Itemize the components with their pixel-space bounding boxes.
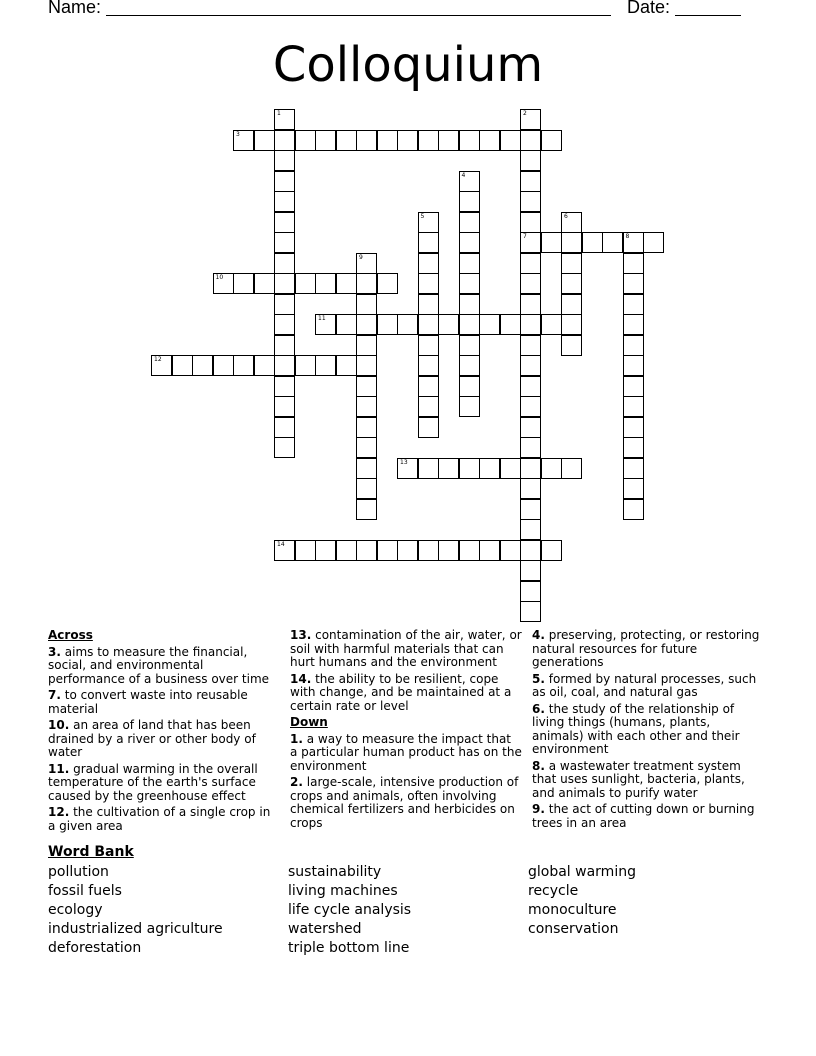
grid-cell[interactable]: [459, 355, 480, 376]
grid-cell[interactable]: [377, 314, 398, 335]
word-bank-column-2: [288, 863, 411, 958]
puzzle-title: Colloquium: [272, 37, 544, 93]
grid-cell[interactable]: [377, 273, 398, 294]
across-clues-column-1: [48, 629, 280, 836]
grid-cell[interactable]: [397, 130, 418, 151]
clue-number: 7: [523, 233, 527, 240]
grid-cell[interactable]: [356, 376, 377, 397]
grid-cell[interactable]: [500, 540, 521, 561]
grid-cell[interactable]: [438, 458, 459, 479]
grid-cell[interactable]: [151, 355, 172, 376]
grid-cell[interactable]: [418, 458, 439, 479]
grid-cell[interactable]: [541, 540, 562, 561]
grid-cell[interactable]: [418, 212, 439, 233]
clue-number: 12: [154, 356, 162, 363]
clue-number: 6: [564, 212, 568, 220]
grid-cell[interactable]: [356, 335, 377, 356]
grid-cell[interactable]: [520, 601, 541, 622]
word-bank-word: recycle: [528, 883, 579, 899]
word-bank-word: living machines: [288, 883, 398, 899]
clue-number: 4: [461, 171, 466, 179]
clue-across-7: 7. to convert waste into reusable material: [48, 688, 248, 716]
grid-cell[interactable]: [418, 417, 439, 438]
grid-cell[interactable]: [623, 294, 644, 315]
down-heading: Down: [290, 715, 328, 729]
grid-cell[interactable]: [438, 130, 459, 151]
grid-cell[interactable]: [315, 355, 336, 376]
grid-cell[interactable]: [418, 376, 439, 397]
grid-cell[interactable]: [213, 355, 234, 376]
grid-cell[interactable]: [623, 396, 644, 417]
word-bank-word: triple bottom line: [288, 940, 410, 956]
grid-cell[interactable]: [356, 499, 377, 520]
grid-cell[interactable]: [274, 232, 295, 253]
grid-cell[interactable]: [459, 232, 480, 253]
grid-cell[interactable]: [274, 314, 295, 335]
grid-cell[interactable]: [274, 355, 295, 376]
grid-cell[interactable]: [254, 130, 275, 151]
grid-cell[interactable]: [274, 376, 295, 397]
grid-cell[interactable]: [520, 499, 541, 520]
grid-cell[interactable]: [459, 335, 480, 356]
grid-cell[interactable]: [397, 458, 418, 479]
grid-cell[interactable]: [459, 376, 480, 397]
grid-cell[interactable]: [356, 540, 377, 561]
grid-cell[interactable]: [336, 540, 357, 561]
grid-cell[interactable]: [520, 109, 541, 130]
grid-cell[interactable]: [336, 130, 357, 151]
word-bank-word: fossil fuels: [48, 883, 122, 899]
clues-column-2: [290, 629, 522, 833]
grid-cell[interactable]: [602, 232, 623, 253]
grid-cell[interactable]: [623, 335, 644, 356]
clue-number: 3: [236, 130, 240, 138]
grid-cell[interactable]: [459, 130, 480, 151]
clue-down-8: 8. a wastewater treatment system that uses sunlight, bacteria, plants, and animals to purify water: [532, 758, 745, 800]
clue-down-9: 9. the act of cutting down or burning trees in an area: [532, 802, 755, 830]
grid-cell[interactable]: [459, 294, 480, 315]
clue-number: 1: [277, 110, 281, 117]
word-bank-heading: Word Bank: [48, 844, 134, 860]
clue-across-11: 11. gradual warming in the overall temperature of the earth's surface caused by the greenhouse effect: [48, 761, 258, 803]
grid-cell[interactable]: [336, 314, 357, 335]
grid-cell[interactable]: [561, 458, 582, 479]
clue-across-10: 10. an area of land that has been drained by a river or other body of water: [48, 718, 256, 759]
grid-cell[interactable]: [418, 232, 439, 253]
clue-down-4: 4. preserving, protecting, or restoring natural resources for future generations: [532, 628, 760, 669]
grid-cell[interactable]: [356, 437, 377, 458]
grid-cell[interactable]: [438, 540, 459, 561]
grid-cell[interactable]: [274, 417, 295, 438]
grid-cell[interactable]: [479, 314, 500, 335]
grid-cell[interactable]: [418, 335, 439, 356]
grid-cell[interactable]: [356, 355, 377, 376]
grid-cell[interactable]: [500, 458, 521, 479]
grid-cell[interactable]: [520, 458, 541, 479]
grid-cell[interactable]: [418, 273, 439, 294]
grid-cell[interactable]: [623, 376, 644, 397]
grid-cell[interactable]: [459, 458, 480, 479]
clue-across-12: 12. the cultivation of a single crop in a given area: [48, 805, 271, 833]
grid-cell[interactable]: [315, 314, 336, 335]
grid-cell[interactable]: [520, 355, 541, 376]
clue-number: 14: [277, 540, 285, 548]
grid-cell[interactable]: [356, 130, 377, 151]
grid-cell[interactable]: [459, 191, 480, 212]
grid-cell[interactable]: [336, 355, 357, 376]
grid-cell[interactable]: [418, 314, 439, 335]
grid-cell[interactable]: [397, 314, 418, 335]
clue-down-6: 6. the study of the relationship of living things (humans, plants, animals) with each other and their environment: [532, 701, 740, 756]
grid-cell[interactable]: [274, 171, 295, 192]
grid-cell[interactable]: [397, 540, 418, 561]
word-bank-word: monoculture: [528, 902, 617, 918]
clue-across-14: 14. the ability to be resilient, cope with change, and be maintained at a certain rate or level: [290, 671, 512, 713]
grid-cell[interactable]: [541, 458, 562, 479]
grid-cell[interactable]: [623, 458, 644, 479]
grid-cell[interactable]: [520, 478, 541, 499]
grid-cell[interactable]: [623, 232, 644, 253]
grid-cell[interactable]: [561, 253, 582, 274]
grid-cell[interactable]: [254, 273, 275, 294]
clue-number: 13: [400, 458, 408, 466]
clue-down-1: 1. a way to measure the impact that a particular human product has on the environment: [290, 731, 522, 773]
grid-cell[interactable]: [356, 273, 377, 294]
grid-cell[interactable]: [561, 273, 582, 294]
word-bank-word: industrialized agriculture: [48, 921, 223, 937]
grid-cell[interactable]: [274, 212, 295, 233]
grid-cell[interactable]: [520, 191, 541, 212]
grid-cell[interactable]: [561, 294, 582, 315]
grid-cell[interactable]: [520, 314, 541, 335]
grid-cell[interactable]: [418, 130, 439, 151]
grid-cell[interactable]: [274, 540, 295, 561]
grid-cell[interactable]: [520, 519, 541, 540]
clue-number: 8: [625, 233, 630, 240]
grid-cell[interactable]: [418, 396, 439, 417]
grid-cell[interactable]: [459, 540, 480, 561]
grid-cell[interactable]: [520, 171, 541, 192]
grid-cell[interactable]: [356, 458, 377, 479]
clue-number: 11: [318, 315, 326, 322]
grid-cell[interactable]: [623, 499, 644, 520]
grid-cell[interactable]: [274, 191, 295, 212]
grid-cell[interactable]: [520, 335, 541, 356]
grid-cell[interactable]: [377, 540, 398, 561]
grid-cell[interactable]: [623, 314, 644, 335]
grid-cell[interactable]: [520, 130, 541, 151]
grid-cell[interactable]: [172, 355, 193, 376]
grid-cell[interactable]: [520, 212, 541, 233]
grid-cell[interactable]: [315, 130, 336, 151]
grid-cell[interactable]: [623, 437, 644, 458]
grid-cell[interactable]: [295, 540, 316, 561]
clue-number: 10: [215, 274, 224, 281]
grid-cell[interactable]: [459, 212, 480, 233]
grid-cell[interactable]: [479, 458, 500, 479]
across-heading: Across: [48, 628, 93, 642]
grid-cell[interactable]: [459, 273, 480, 294]
grid-cell[interactable]: [418, 294, 439, 315]
grid-cell[interactable]: [356, 294, 377, 315]
grid-cell[interactable]: [520, 294, 541, 315]
clue-number: 9: [359, 253, 363, 261]
grid-cell[interactable]: [274, 396, 295, 417]
grid-cell[interactable]: [520, 232, 541, 253]
grid-cell[interactable]: [623, 253, 644, 274]
clue-number: 2: [523, 110, 527, 117]
grid-cell[interactable]: [274, 130, 295, 151]
grid-cell[interactable]: [623, 355, 644, 376]
grid-cell[interactable]: [561, 232, 582, 253]
grid-cell[interactable]: [315, 540, 336, 561]
word-bank-word: pollution: [48, 864, 109, 880]
word-bank-column-3: [528, 863, 636, 939]
grid-cell[interactable]: [213, 273, 234, 294]
grid-cell[interactable]: [438, 314, 459, 335]
grid-cell[interactable]: [295, 355, 316, 376]
date-label: Date:: [627, 0, 671, 17]
grid-cell[interactable]: [520, 581, 541, 602]
grid-cell[interactable]: [500, 130, 521, 151]
grid-cell[interactable]: [520, 273, 541, 294]
grid-cell[interactable]: [356, 478, 377, 499]
grid-cell[interactable]: [520, 417, 541, 438]
grid-cell[interactable]: [520, 253, 541, 274]
grid-cell[interactable]: [623, 478, 644, 499]
grid-cell[interactable]: [274, 335, 295, 356]
grid-cell[interactable]: [233, 273, 254, 294]
word-bank-column-1: [48, 863, 223, 958]
grid-cell[interactable]: [623, 417, 644, 438]
grid-cell[interactable]: [520, 560, 541, 581]
clue-number: 5: [420, 212, 425, 220]
clue-across-3: 3. aims to measure the financial, social, and environmental performance of a business over time: [48, 644, 270, 686]
grid-cell[interactable]: [356, 417, 377, 438]
grid-cell[interactable]: [520, 437, 541, 458]
grid-cell[interactable]: [623, 273, 644, 294]
grid-cell[interactable]: [520, 540, 541, 561]
grid-cell[interactable]: [561, 335, 582, 356]
clue-across-13: 13. contamination of the air, water, or soil with harmful materials that can hurt humans and the environment: [290, 628, 522, 669]
grid-cell[interactable]: [274, 150, 295, 171]
grid-cell[interactable]: [274, 273, 295, 294]
grid-cell[interactable]: [233, 130, 254, 151]
grid-cell[interactable]: [541, 232, 562, 253]
grid-cell[interactable]: [459, 396, 480, 417]
grid-cell[interactable]: [356, 253, 377, 274]
down-clues-column-3: [532, 629, 764, 833]
grid-cell[interactable]: [274, 109, 295, 130]
word-bank-word: life cycle analysis: [288, 902, 412, 918]
grid-cell[interactable]: [356, 396, 377, 417]
grid-cell[interactable]: [377, 130, 398, 151]
grid-cell[interactable]: [561, 212, 582, 233]
word-bank-word: global warming: [528, 864, 636, 880]
grid-cell[interactable]: [274, 294, 295, 315]
grid-cell[interactable]: [582, 232, 603, 253]
word-bank-word: ecology: [48, 902, 103, 918]
grid-cell[interactable]: [500, 314, 521, 335]
grid-cell[interactable]: [520, 396, 541, 417]
grid-cell[interactable]: [418, 540, 439, 561]
clue-down-5: 5. formed by natural processes, such as oil, coal, and natural gas: [532, 671, 757, 699]
grid-cell[interactable]: [520, 150, 541, 171]
grid-cell[interactable]: [459, 253, 480, 274]
grid-cell[interactable]: [254, 355, 275, 376]
grid-cell[interactable]: [274, 253, 295, 274]
grid-cell[interactable]: [418, 253, 439, 274]
grid-cell[interactable]: [295, 130, 316, 151]
grid-cell[interactable]: [541, 130, 562, 151]
word-bank-word: conservation: [528, 921, 619, 937]
grid-cell[interactable]: [315, 273, 336, 294]
word-bank-word: sustainability: [288, 864, 382, 880]
grid-cell[interactable]: [520, 376, 541, 397]
clue-down-2: 2. large-scale, intensive production of crops and animals, often involving chemical fertilizers and herbicides on crops: [290, 775, 519, 830]
grid-cell[interactable]: [459, 314, 480, 335]
name-label: Name:: [48, 0, 102, 17]
grid-cell[interactable]: [643, 232, 664, 253]
grid-cell[interactable]: [561, 314, 582, 335]
grid-cell[interactable]: [356, 314, 377, 335]
grid-cell[interactable]: [479, 130, 500, 151]
grid-cell[interactable]: [192, 355, 213, 376]
grid-cell[interactable]: [541, 314, 562, 335]
word-bank-word: watershed: [288, 921, 362, 937]
grid-cell[interactable]: [274, 437, 295, 458]
grid-cell[interactable]: [479, 540, 500, 561]
word-bank-word: deforestation: [48, 940, 142, 956]
grid-cell[interactable]: [418, 355, 439, 376]
grid-cell[interactable]: [336, 273, 357, 294]
grid-cell[interactable]: [459, 171, 480, 192]
grid-cell[interactable]: [295, 273, 316, 294]
grid-cell[interactable]: [233, 355, 254, 376]
